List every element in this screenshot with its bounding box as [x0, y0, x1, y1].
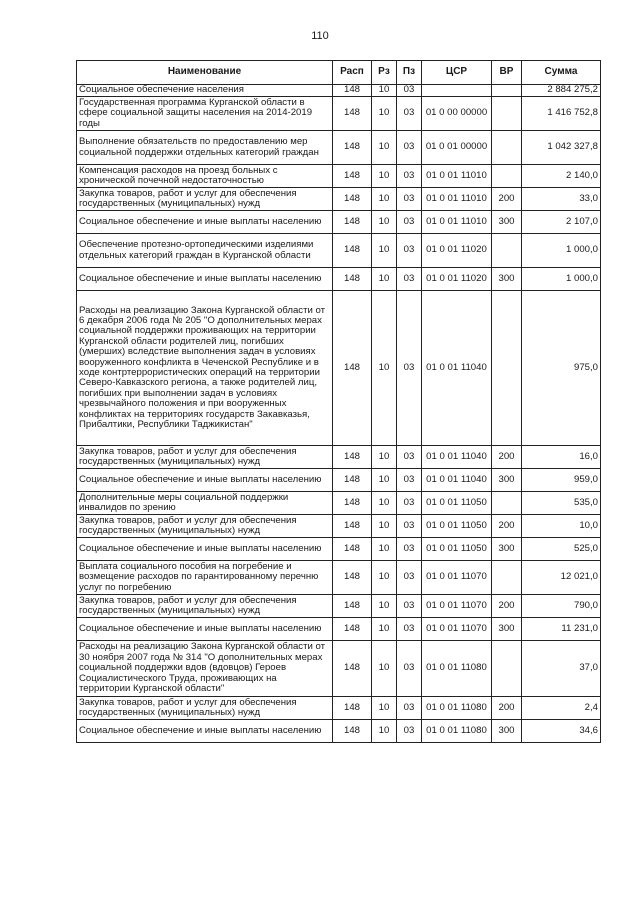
row-rz: 10	[372, 165, 397, 188]
row-sum: 2 140,0	[522, 165, 601, 188]
row-name: Социальное обеспечение населения	[77, 85, 333, 97]
row-pz: 03	[397, 165, 422, 188]
row-sum: 975,0	[522, 291, 601, 446]
row-csr: 01 0 01 11070	[422, 618, 492, 641]
row-pz: 03	[397, 291, 422, 446]
row-rz: 10	[372, 131, 397, 165]
row-pz: 03	[397, 211, 422, 234]
row-vr	[492, 291, 522, 446]
row-rz: 10	[372, 234, 397, 268]
row-vr	[492, 97, 522, 131]
row-rz: 10	[372, 641, 397, 697]
table-row	[77, 492, 601, 515]
row-csr: 01 0 01 11080	[422, 720, 492, 743]
row-name: Расходы на реализацию Закона Курганской области от 30 ноября 2007 года № 314 "О дополнительных мерах социальной поддержки вдов (вдовцов) Героев Социалистического Труда, проживающих на территории Курганской области"	[77, 641, 333, 697]
row-pz: 03	[397, 618, 422, 641]
row-csr: 01 0 01 11050	[422, 515, 492, 538]
row-rz: 10	[372, 268, 397, 291]
table-row	[77, 595, 601, 618]
row-name: Выполнение обязательств по предоставлению мер социальной поддержки отдельных категорий граждан	[77, 131, 333, 165]
row-sum: 10,0	[522, 515, 601, 538]
table-row	[77, 446, 601, 469]
row-pz: 03	[397, 85, 422, 97]
row-sum: 525,0	[522, 538, 601, 561]
table-row	[77, 211, 601, 234]
row-csr: 01 0 01 11070	[422, 595, 492, 618]
table-row	[77, 85, 601, 97]
row-pz: 03	[397, 234, 422, 268]
row-pz: 03	[397, 446, 422, 469]
row-pz: 03	[397, 720, 422, 743]
row-rasp: 148	[333, 641, 372, 697]
row-rasp: 148	[333, 446, 372, 469]
row-rz: 10	[372, 446, 397, 469]
row-rz: 10	[372, 720, 397, 743]
row-name: Расходы на реализацию Закона Курганской области от 6 декабря 2006 года № 205 "О дополнительных мерах социальной поддержки проживающих на территории Курганской области родителей лиц, погибших (умерших) вследствие выполнения задач в условиях вооруженного конфликта в Чеченской Республике и в ходе контртеррористических операций на территории Северо-Кавказского региона, а также родителей лиц, погибших при выполнении задач в условиях чрезвычайного положения и при вооруженных конфликтах на территориях государств Закавказья, Прибалтики, Республики Таджикистан"	[77, 291, 333, 446]
row-pz: 03	[397, 538, 422, 561]
row-rasp: 148	[333, 291, 372, 446]
row-rz: 10	[372, 469, 397, 492]
row-rasp: 148	[333, 131, 372, 165]
row-rasp: 148	[333, 469, 372, 492]
row-sum: 2 107,0	[522, 211, 601, 234]
row-vr: 300	[492, 720, 522, 743]
row-vr	[492, 85, 522, 97]
row-sum: 1 000,0	[522, 268, 601, 291]
table-row	[77, 131, 601, 165]
row-csr: 01 0 01 11050	[422, 538, 492, 561]
table-row	[77, 538, 601, 561]
row-pz: 03	[397, 268, 422, 291]
row-csr: 01 0 01 11010	[422, 211, 492, 234]
row-rasp: 148	[333, 268, 372, 291]
row-name: Дополнительные меры социальной поддержки инвалидов по зрению	[77, 492, 333, 515]
table-row	[77, 165, 601, 188]
row-name: Закупка товаров, работ и услуг для обеспечения государственных (муниципальных) нужд	[77, 188, 333, 211]
row-csr: 01 0 01 11040	[422, 469, 492, 492]
row-name: Обеспечение протезно-ортопедическими изделиями отдельных категорий граждан в Курганской области	[77, 234, 333, 268]
row-rasp: 148	[333, 234, 372, 268]
row-sum: 37,0	[522, 641, 601, 697]
table-row	[77, 515, 601, 538]
row-rasp: 148	[333, 85, 372, 97]
row-vr: 200	[492, 595, 522, 618]
row-name: Закупка товаров, работ и услуг для обеспечения государственных (муниципальных) нужд	[77, 697, 333, 720]
table-row	[77, 697, 601, 720]
header-pz: Пз	[397, 61, 422, 85]
row-sum: 790,0	[522, 595, 601, 618]
row-sum: 33,0	[522, 188, 601, 211]
row-sum: 12 021,0	[522, 561, 601, 595]
row-rasp: 148	[333, 211, 372, 234]
row-pz: 03	[397, 131, 422, 165]
row-sum: 959,0	[522, 469, 601, 492]
row-rz: 10	[372, 492, 397, 515]
row-vr: 300	[492, 618, 522, 641]
row-rz: 10	[372, 188, 397, 211]
row-rz: 10	[372, 291, 397, 446]
row-rasp: 148	[333, 561, 372, 595]
table-row	[77, 188, 601, 211]
row-csr	[422, 85, 492, 97]
row-rz: 10	[372, 538, 397, 561]
header-rz: Рз	[372, 61, 397, 85]
row-name: Социальное обеспечение и иные выплаты населению	[77, 720, 333, 743]
row-name: Закупка товаров, работ и услуг для обеспечения государственных (муниципальных) нужд	[77, 446, 333, 469]
row-name: Социальное обеспечение и иные выплаты населению	[77, 211, 333, 234]
row-csr: 01 0 01 11080	[422, 641, 492, 697]
row-rz: 10	[372, 97, 397, 131]
header-rasp: Расп	[333, 61, 372, 85]
row-sum: 2 884 275,2	[522, 85, 601, 97]
row-rasp: 148	[333, 697, 372, 720]
row-pz: 03	[397, 515, 422, 538]
row-rz: 10	[372, 211, 397, 234]
row-csr: 01 0 01 11080	[422, 697, 492, 720]
table-row	[77, 618, 601, 641]
row-rasp: 148	[333, 492, 372, 515]
row-vr	[492, 561, 522, 595]
row-vr: 200	[492, 188, 522, 211]
row-sum: 1 416 752,8	[522, 97, 601, 131]
row-name: Социальное обеспечение и иные выплаты населению	[77, 538, 333, 561]
table-body	[77, 85, 601, 743]
table-row	[77, 641, 601, 697]
row-csr: 01 0 01 00000	[422, 131, 492, 165]
row-rz: 10	[372, 697, 397, 720]
row-csr: 01 0 01 11010	[422, 188, 492, 211]
row-name: Закупка товаров, работ и услуг для обеспечения государственных (муниципальных) нужд	[77, 595, 333, 618]
row-csr: 01 0 01 11010	[422, 165, 492, 188]
header-csr: ЦСР	[422, 61, 492, 85]
table-row	[77, 561, 601, 595]
row-rasp: 148	[333, 165, 372, 188]
row-csr: 01 0 01 11020	[422, 234, 492, 268]
row-vr	[492, 131, 522, 165]
row-name: Закупка товаров, работ и услуг для обеспечения государственных (муниципальных) нужд	[77, 515, 333, 538]
row-name: Социальное обеспечение и иные выплаты населению	[77, 618, 333, 641]
row-rasp: 148	[333, 720, 372, 743]
row-name: Выплата социального пособия на погребение и возмещение расходов по гарантированному перечню услуг по погребению	[77, 561, 333, 595]
row-rasp: 148	[333, 515, 372, 538]
row-vr: 200	[492, 446, 522, 469]
table-row	[77, 234, 601, 268]
row-rz: 10	[372, 561, 397, 595]
row-pz: 03	[397, 641, 422, 697]
row-sum: 1 042 327,8	[522, 131, 601, 165]
row-csr: 01 0 01 11040	[422, 291, 492, 446]
header-name: Наименование	[77, 61, 333, 85]
row-csr: 01 0 01 11040	[422, 446, 492, 469]
row-vr: 200	[492, 515, 522, 538]
row-csr: 01 0 01 11050	[422, 492, 492, 515]
row-rasp: 148	[333, 618, 372, 641]
budget-table	[76, 60, 601, 743]
row-vr: 300	[492, 268, 522, 291]
table-row	[77, 469, 601, 492]
page-number: 110	[311, 30, 329, 42]
row-vr	[492, 492, 522, 515]
row-rasp: 148	[333, 595, 372, 618]
header-vr: ВР	[492, 61, 522, 85]
row-pz: 03	[397, 188, 422, 211]
row-vr: 300	[492, 538, 522, 561]
row-sum: 16,0	[522, 446, 601, 469]
row-name: Компенсация расходов на проезд больных с хронической почечной недостаточностью	[77, 165, 333, 188]
row-vr	[492, 234, 522, 268]
table-header-row	[77, 61, 601, 85]
row-name: Социальное обеспечение и иные выплаты населению	[77, 268, 333, 291]
row-rz: 10	[372, 515, 397, 538]
table-row	[77, 291, 601, 446]
row-rasp: 148	[333, 188, 372, 211]
row-sum: 34,6	[522, 720, 601, 743]
row-rz: 10	[372, 618, 397, 641]
row-pz: 03	[397, 97, 422, 131]
table-row	[77, 268, 601, 291]
row-pz: 03	[397, 595, 422, 618]
row-rasp: 148	[333, 538, 372, 561]
row-sum: 1 000,0	[522, 234, 601, 268]
row-name: Социальное обеспечение и иные выплаты населению	[77, 469, 333, 492]
row-rasp: 148	[333, 97, 372, 131]
row-vr: 300	[492, 211, 522, 234]
header-sum: Сумма	[522, 61, 601, 85]
row-csr: 01 0 01 11070	[422, 561, 492, 595]
row-sum: 2,4	[522, 697, 601, 720]
row-pz: 03	[397, 492, 422, 515]
row-vr: 300	[492, 469, 522, 492]
table-row	[77, 97, 601, 131]
row-vr: 200	[492, 697, 522, 720]
row-pz: 03	[397, 561, 422, 595]
row-csr: 01 0 00 00000	[422, 97, 492, 131]
row-csr: 01 0 01 11020	[422, 268, 492, 291]
row-pz: 03	[397, 697, 422, 720]
row-vr	[492, 641, 522, 697]
row-pz: 03	[397, 469, 422, 492]
row-vr	[492, 165, 522, 188]
row-rz: 10	[372, 85, 397, 97]
row-name: Государственная программа Курганской области в сфере социальной защиты населения на 2014-2019 годы	[77, 97, 333, 131]
row-sum: 11 231,0	[522, 618, 601, 641]
row-sum: 535,0	[522, 492, 601, 515]
row-rz: 10	[372, 595, 397, 618]
table-row	[77, 720, 601, 743]
